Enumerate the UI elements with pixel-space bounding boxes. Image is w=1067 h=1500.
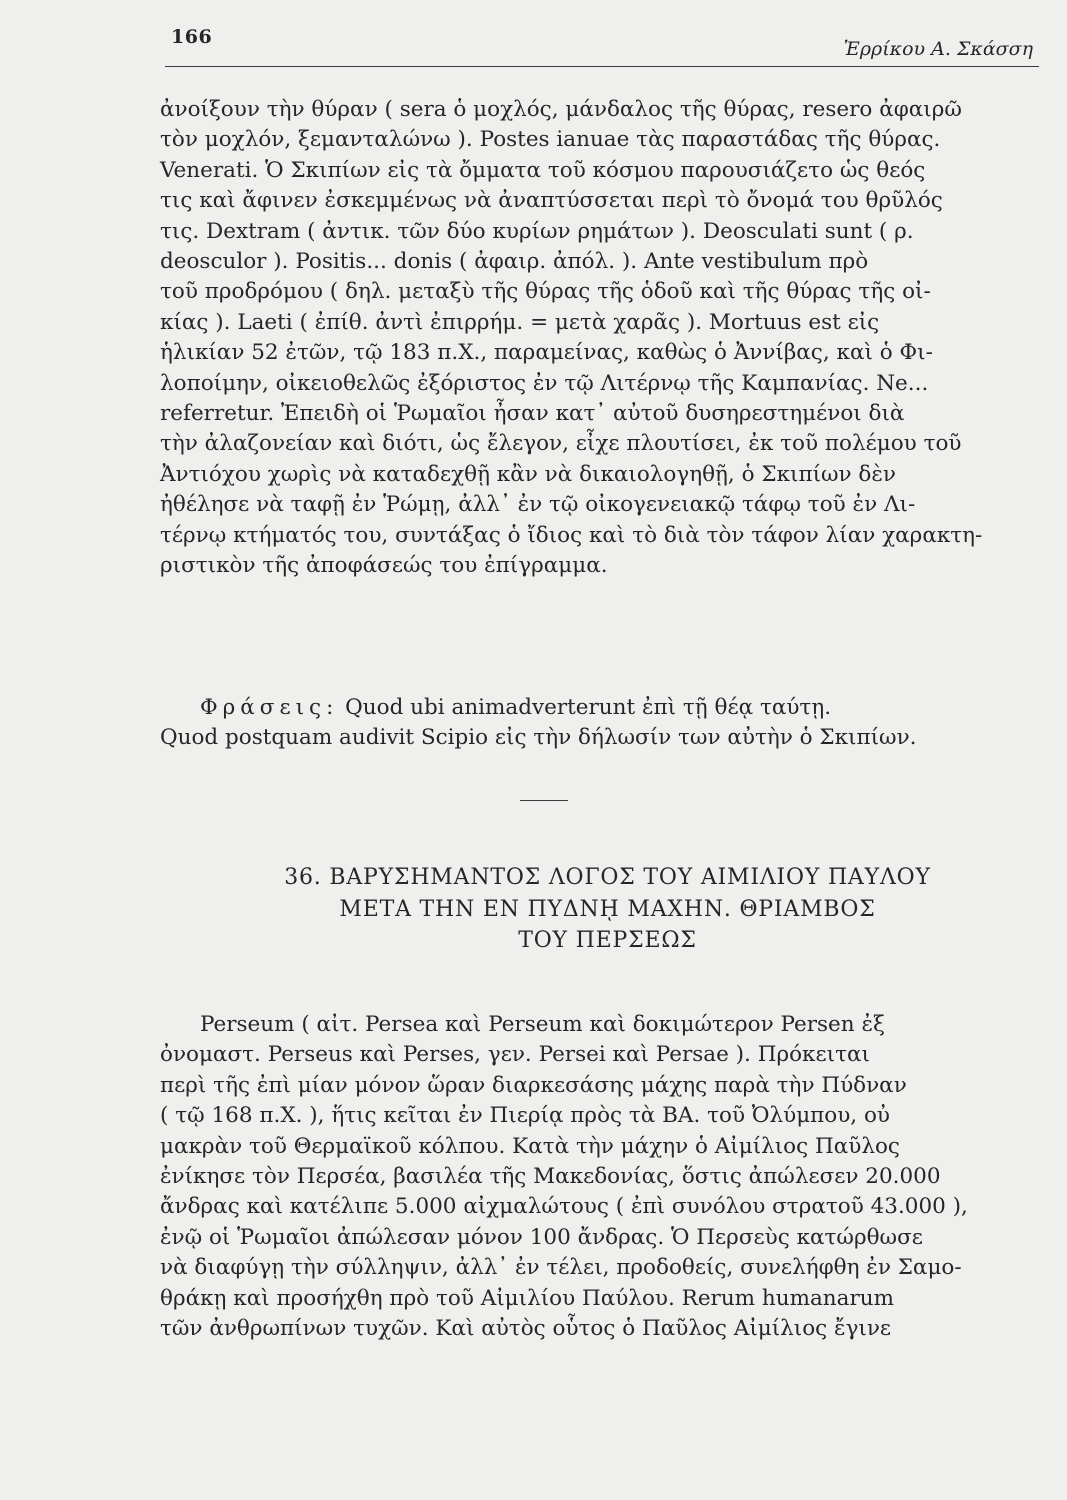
heading-line: 36. ΒΑΡΥΣΗΜΑΝΤΟΣ ΛΟΓΟΣ ΤΟΥ ΑΙΜΙΛΙΟΥ ΠΑΥΛΟΥ: [284, 865, 931, 890]
text-line: Ἀντιόχου χωρὶς νὰ καταδεχθῇ κἂν νὰ δικαιολογηθῇ, ὁ Σκιπίων δὲν: [160, 461, 896, 487]
text-line: ( τῷ 168 π.Χ. ), ἥτις κεῖται ἐν Πιερίᾳ πρὸς τὰ ΒΑ. τοῦ Ὀλύμπου, οὐ: [160, 1103, 890, 1129]
phrase-text: Quod ubi animadverterunt ἐπὶ τῇ θέᾳ ταύτῃ.: [345, 695, 832, 720]
text-line: ὀνομαστ. Perseus καὶ Perses, γεν. Persei καὶ Persae ). Πρόκειται: [160, 1042, 870, 1068]
text-line: ἐνίκησε τὸν Περσέα, βασιλέα τῆς Μακεδονίας, ὅστις ἀπώλεσεν 20.000: [160, 1164, 941, 1190]
text-line: ἀνοίξουν τὴν θύραν ( sera ὁ μοχλός, μάνδαλος τῆς θύρας, resero ἀφαιρῶ: [160, 97, 962, 122]
text-line: τις καὶ ἄφινεν ἐσκεμμένως νὰ ἀναπτύσσεται περὶ τὸ ὄνομά του θρῦλός: [160, 188, 943, 214]
text-line: deosculor ). Positis... donis ( ἀφαιρ. ἀπόλ. ). Ante vestibulum πρὸ: [160, 249, 869, 275]
text-line: μακρὰν τοῦ Θερμαϊκοῦ κόλπου. Κατὰ τὴν μάχην ὁ Αἰμίλιος Παῦλος: [160, 1133, 900, 1159]
text-line: ἠθέλησε νὰ ταφῇ ἐν Ῥώμῃ, ἀλλ᾽ ἐν τῷ οἰκογενειακῷ τάφῳ τοῦ ἐν Λι-: [160, 492, 916, 518]
text-line: νὰ διαφύγῃ τὴν σύλληψιν, ἀλλ᾽ ἐν τέλει, προδοθείς, συνελήφθη ἐν Σαμο-: [160, 1255, 962, 1281]
text-line: τις. Dextram ( ἀντικ. τῶν δύο κυρίων ρημάτων ). Deosculati sunt ( ρ.: [160, 218, 914, 244]
text-line: τοῦ προδρόμου ( δηλ. μεταξὺ τῆς θύρας τῆς ὁδοῦ καὶ τῆς θύρας τῆς οἰ-: [160, 279, 931, 305]
text-line: Perseum ( αἰτ. Persea καὶ Perseum καὶ δοκιμώτερον Persen ἐξ: [200, 1012, 885, 1037]
phrases-block: [160, 693, 1032, 754]
text-line: ριστικὸν τῆς ἀποφάσεώς του ἐπίγραμμα.: [160, 553, 608, 579]
text-line: κίας ). Laeti ( ἐπίθ. ἀντὶ ἐπιρρήμ. = μετὰ χαρᾶς ). Mortuus est εἰς: [160, 309, 880, 335]
text-line: ἄνδρας καὶ κατέλιπε 5.000 αἰχμαλώτους ( ἐπὶ συνόλου στρατοῦ 43.000 ),: [160, 1194, 968, 1220]
heading-line: ΤΟΥ ΠΕΡΣΕΩΣ: [518, 928, 697, 953]
heading-line: ΜΕΤΑ ΤΗΝ ΕΝ ΠΥΔΝῌ ΜΑΧΗΝ. ΘΡΙΑΜΒΟΣ: [339, 896, 876, 922]
phrases-line: [160, 693, 1032, 723]
page-number: 166: [171, 26, 213, 48]
text-line: τὴν ἀλαζονείαν καὶ διότι, ὡς ἔλεγον, εἶχε πλουτίσει, ἐκ τοῦ πολέμου τοῦ: [160, 431, 962, 457]
text-line: θράκῃ καὶ προσήχθη πρὸ τοῦ Αἰμιλίου Παύλου. Rerum humanarum: [160, 1285, 894, 1311]
text-line: περὶ τῆς ἐπὶ μίαν μόνον ὥραν διαρκεσάσης μάχης παρὰ τὴν Πύδναν: [160, 1072, 907, 1098]
phrase-text: Quod postquam audivit Scipio εἰς τὴν δήλωσίν των αὐτὴν ὁ Σκιπίων.: [160, 725, 917, 751]
text-line: τὸν μοχλόν, ξεμανταλώνω ). Postes ianuae τὰς παραστάδας τῆς θύρας.: [160, 127, 941, 153]
section-heading: [155, 862, 1060, 957]
text-line: ἡλικίαν 52 ἐτῶν, τῷ 183 π.Χ., παραμείνας, καθὼς ὁ Ἀννίβας, καὶ ὁ Φι-: [160, 340, 933, 366]
section-paragraph: [160, 1010, 1040, 1344]
text-line: referretur. Ἐπειδὴ οἱ Ῥωμαῖοι ἦσαν κατ᾽ αὐτοῦ δυσηρεστημένοι διὰ: [160, 401, 905, 427]
section-divider: [520, 800, 568, 801]
text-line: Venerati. Ὁ Σκιπίων εἰς τὰ ὄμματα τοῦ κόσμου παρουσιάζετο ὡς θεός: [160, 157, 926, 183]
text-line: τέρνῳ κτήματός του, συντάξας ὁ ἴδιος καὶ τὸ διὰ τὸν τάφον λίαν χαρακτη-: [160, 522, 983, 548]
text-line: λοποίμην, οἰκειοθελῶς ἐξόριστος ἐν τῷ Λιτέρνῳ τῆς Καμπανίας. Ne...: [160, 370, 929, 396]
commentary-paragraph: [160, 95, 1040, 582]
phrases-label: Φράσεις:: [200, 695, 339, 720]
running-header: [165, 22, 1039, 67]
text-line: ἐνῷ οἱ Ῥωμαῖοι ἀπώλεσαν μόνον 100 ἄνδρας. Ὁ Περσεὺς κατώρθωσε: [160, 1224, 923, 1250]
author-name: Ἐρρίκου Α. Σκάσση: [843, 38, 1033, 60]
text-line: τῶν ἀνθρωπίνων τυχῶν. Καὶ αὐτὸς οὗτος ὁ Παῦλος Αἰμίλιος ἔγινε: [160, 1316, 892, 1342]
